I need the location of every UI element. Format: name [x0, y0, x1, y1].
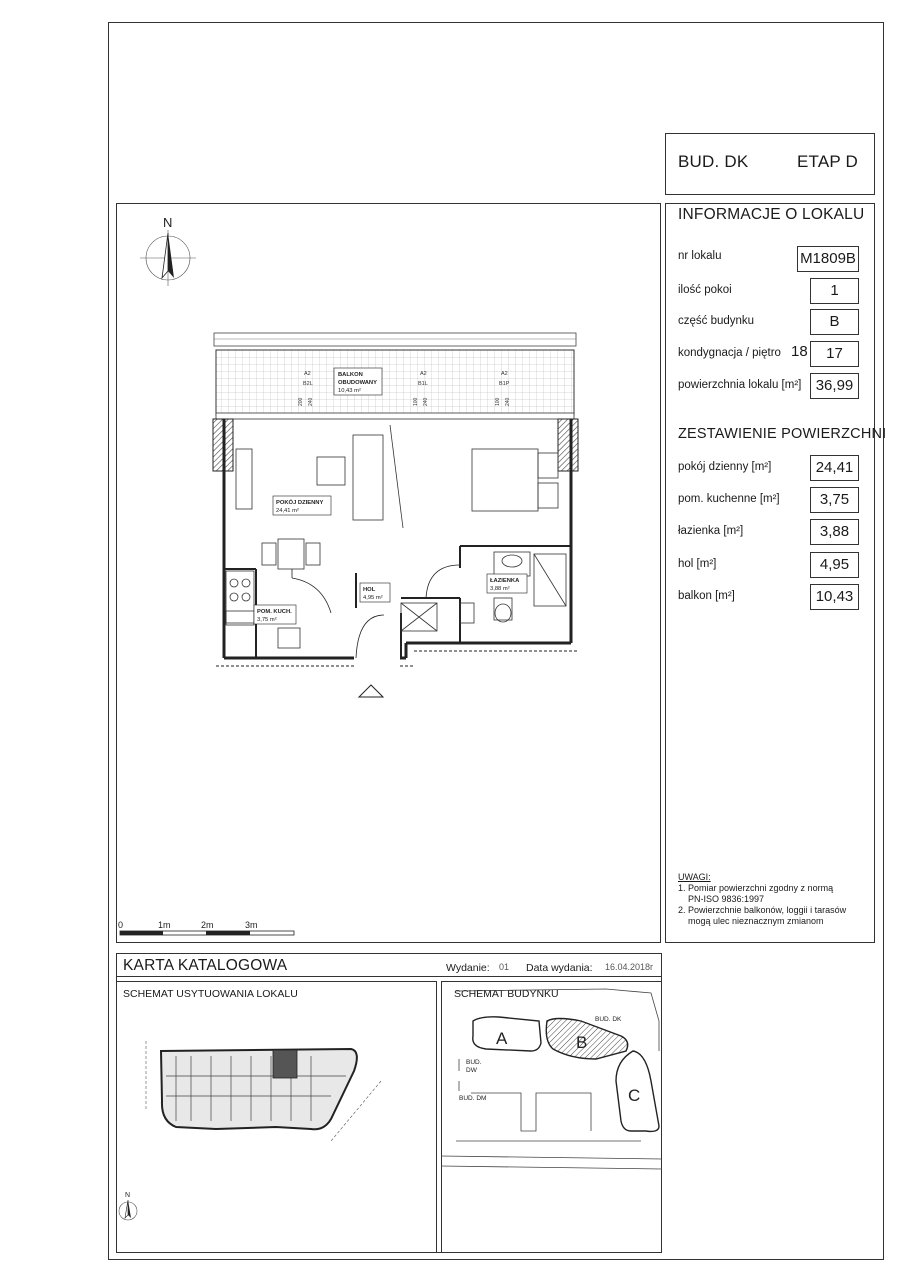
notes-line-2: PN-ISO 9836:1997	[688, 894, 765, 904]
notes-line-1: 1. Pomiar powierzchni zgodny z normą	[678, 883, 834, 893]
edition-label: Wydanie:	[446, 962, 490, 974]
window-tag-2b: B1L	[418, 381, 428, 387]
room-kitchen-name: POM. KUCH.	[257, 609, 292, 615]
dim-100-b: 100	[495, 397, 501, 406]
edition-value: 01	[499, 962, 510, 972]
summary-label-hall: hol [m²]	[678, 558, 717, 570]
info-value-floor: 17	[810, 341, 859, 367]
building-label: BUD. DK	[678, 152, 749, 171]
info-value-room-count: 1	[810, 278, 859, 304]
summary-value-bathroom: 3,88	[810, 519, 859, 545]
room-bath-area: 3,88 m²	[490, 586, 510, 592]
summary-title: ZESTAWIENIE POWIERZCHNI	[678, 426, 887, 442]
dim-240-c: 240	[505, 397, 511, 406]
room-bath-name: ŁAZIENKA	[490, 578, 520, 584]
window-tag-3: A2	[501, 371, 508, 377]
scale-bar	[120, 931, 294, 935]
summary-value-hall: 4,95	[810, 552, 859, 578]
room-balcony-area: 10,43 m²	[338, 388, 361, 394]
scale-label-3m: 3m	[245, 920, 258, 930]
building-scheme-drawing	[441, 981, 662, 1253]
scale-label-1m: 1m	[158, 920, 171, 930]
info-value-storey: 18	[791, 343, 808, 360]
scale-label-2m: 2m	[201, 920, 214, 930]
info-value-unit-number: M1809B	[797, 246, 859, 272]
summary-label-kitchen: pom. kuchenne [m²]	[678, 493, 780, 505]
north-arrow-icon	[140, 230, 196, 286]
stage-label: ETAP D	[797, 152, 859, 171]
summary-value-kitchen: 3,75	[810, 487, 859, 513]
info-label-area: powierzchnia lokalu [m²]	[678, 379, 802, 391]
entrance-arrow-icon	[359, 685, 383, 697]
dim-200: 200	[298, 397, 304, 406]
bud-dm-label: BUD. DM	[459, 1095, 487, 1102]
room-balcony-name: BALKON	[338, 372, 363, 378]
footer-divider	[116, 976, 662, 977]
bud-dw-label-1: BUD.	[466, 1059, 482, 1066]
balcony-area	[214, 333, 576, 419]
location-scheme-title: SCHEMAT USYTUOWANIA LOKALU	[123, 988, 298, 1000]
scale-label-0: 0	[118, 920, 124, 930]
summary-label-living: pokój dzienny [m²]	[678, 461, 772, 473]
window-tag-1: A2	[304, 371, 311, 377]
notes-line-3: 2. Powierzchnie balkonów, loggii i tarasów	[678, 905, 847, 915]
window-tag-3b: B1P	[499, 381, 510, 387]
footer-title: KARTA KATALOGOWA	[123, 957, 288, 974]
section-a-label: A	[496, 1029, 508, 1048]
floor-plan-drawing	[116, 203, 661, 943]
room-hall-area: 4,95 m²	[363, 595, 383, 601]
location-scheme-drawing	[116, 981, 437, 1253]
bud-dk-label: BUD. DK	[595, 1016, 622, 1023]
room-balcony-name-2: OBUDOWANY	[338, 380, 377, 386]
date-label: Data wydania:	[526, 962, 593, 974]
window-tag-2: A2	[420, 371, 427, 377]
info-value-area: 36,99	[810, 373, 859, 399]
info-label-floor: kondygnacja / piętro	[678, 347, 781, 359]
dim-240-a: 240	[308, 397, 314, 406]
room-living-area: 24,41 m²	[276, 508, 299, 514]
summary-label-balcony: balkon [m²]	[678, 590, 735, 602]
window-tag-1b: B2L	[303, 381, 313, 387]
plan-north-label: N	[163, 215, 173, 230]
bud-dw-label-2: DW	[466, 1067, 477, 1074]
location-north-arrow-icon	[119, 1200, 137, 1220]
room-kitchen-area: 3,75 m²	[257, 617, 277, 623]
date-value: 16.04.2018r	[605, 962, 654, 972]
info-title: INFORMACJE O LOKALU	[678, 206, 865, 223]
summary-value-living: 24,41	[810, 455, 859, 481]
dim-100-a: 100	[413, 397, 419, 406]
dim-240-b: 240	[423, 397, 429, 406]
info-value-building-part: B	[810, 309, 859, 335]
info-label-room-count: ilość pokoi	[678, 284, 732, 296]
notes-line-4: mogą ulec nieznacznym zmianom	[688, 916, 824, 926]
info-label-building-part: część budynku	[678, 315, 755, 327]
building-scheme-title: SCHEMAT BUDYNKU	[454, 988, 559, 1000]
summary-label-bathroom: łazienka [m²]	[678, 525, 744, 537]
section-b-label: B	[576, 1033, 588, 1052]
info-label-unit-number: nr lokalu	[678, 250, 722, 262]
room-living-name: POKÓJ DZIENNY	[276, 500, 324, 506]
notes-title: UWAGI:	[678, 872, 711, 882]
summary-value-balcony: 10,43	[810, 584, 859, 610]
location-north-label: N	[125, 1192, 131, 1199]
room-hall-name: HOL	[363, 587, 376, 593]
walls	[213, 419, 578, 666]
section-c-label: C	[628, 1086, 641, 1105]
